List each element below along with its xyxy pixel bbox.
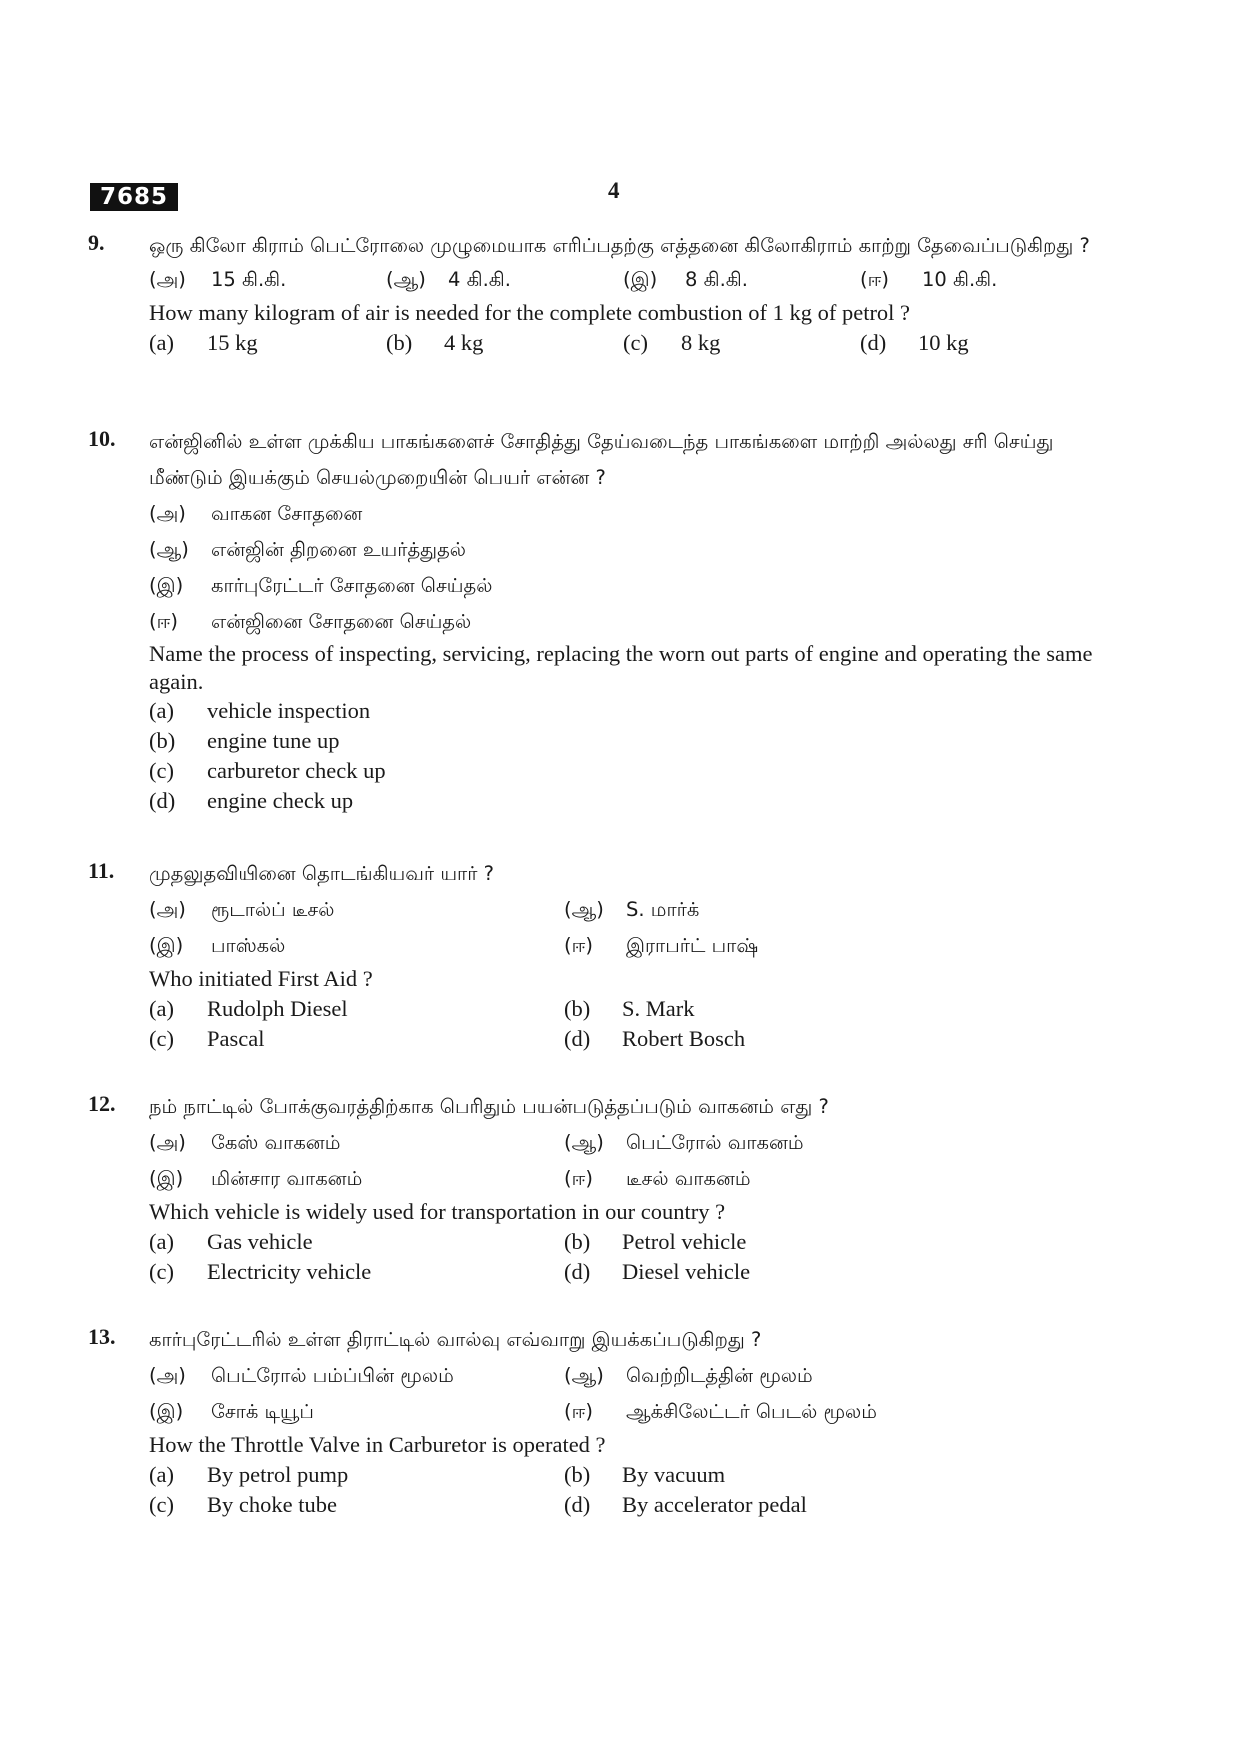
- option: [564, 1161, 979, 1197]
- option-text: By petrol pump: [207, 1462, 349, 1487]
- option: [149, 756, 1108, 786]
- question-text-english: How many kilogram of air is needed for the complete combustion of 1 kg of petrol ?: [149, 300, 911, 325]
- option-label: (ஆ): [564, 1131, 604, 1154]
- option-text: Gas vehicle: [207, 1229, 313, 1254]
- option: [149, 726, 1108, 756]
- option-text: வாகன சோதனை: [211, 502, 363, 525]
- option-text: வெற்றிடத்தின் மூலம்: [626, 1364, 813, 1387]
- option: [149, 1394, 564, 1430]
- option-label: (ஆ): [386, 268, 426, 291]
- option: [149, 604, 1108, 640]
- option-label: (b): [564, 996, 591, 1021]
- option-text: 8 kg: [681, 330, 721, 355]
- option: [386, 262, 623, 298]
- option-text: 4 kg: [444, 330, 484, 355]
- question-text-english: Which vehicle is widely used for transportation in our country ?: [149, 1199, 726, 1224]
- question-9: [88, 228, 1108, 358]
- option-label: (c): [149, 758, 174, 783]
- option-label: (c): [149, 1026, 174, 1051]
- option: [149, 1125, 564, 1161]
- option-label: (இ): [149, 1167, 184, 1190]
- option: [149, 994, 564, 1024]
- option-label: (ஆ): [564, 898, 604, 921]
- option: [564, 1394, 979, 1430]
- option: [149, 328, 386, 358]
- option: [564, 892, 979, 928]
- question-number: 11.: [88, 858, 115, 883]
- option-text: டீசல் வாகனம்: [626, 1167, 751, 1190]
- option-text: 10 kg: [918, 330, 969, 355]
- options-english: [149, 1257, 1108, 1287]
- option-text: 15 கி.கி.: [211, 268, 287, 291]
- option: [149, 496, 1108, 532]
- question-10: [88, 424, 1108, 816]
- option: [564, 1257, 979, 1287]
- options-tamil: [149, 892, 1108, 928]
- option-label: (c): [149, 1492, 174, 1517]
- option-label: (ஈ): [564, 1167, 593, 1190]
- option-label: (அ): [149, 1364, 186, 1387]
- question-text-tamil: முதலுதவியினை தொடங்கியவர் யார் ?: [149, 862, 494, 885]
- options-tamil: [149, 1125, 1108, 1161]
- option: [564, 1227, 979, 1257]
- option-text: engine tune up: [207, 728, 340, 753]
- option: [564, 1358, 979, 1394]
- option-label: (d): [860, 330, 887, 355]
- option: [860, 262, 1097, 298]
- option-label: (அ): [149, 502, 186, 525]
- option-text: சோக் டியூப்: [211, 1400, 314, 1423]
- option: [149, 1024, 564, 1054]
- options-tamil: [149, 1394, 1108, 1430]
- question-13: [88, 1322, 1108, 1520]
- options-tamil: [149, 1358, 1108, 1394]
- option-label: (அ): [149, 268, 186, 291]
- option-label: (இ): [149, 1400, 184, 1423]
- option-text: S. Mark: [622, 996, 695, 1021]
- option-text: பெட்ரோல் பம்ப்பின் மூலம்: [211, 1364, 454, 1387]
- options-tamil: [149, 1161, 1108, 1197]
- option: [386, 328, 623, 358]
- option: [149, 786, 1108, 816]
- option: [860, 328, 1097, 358]
- question-text-english: Name the process of inspecting, servicing, replacing the worn out parts of engine and operating the same again.: [149, 641, 1093, 694]
- option-label: (a): [149, 996, 174, 1021]
- option-label: (ஈ): [149, 610, 178, 633]
- option-label: (c): [623, 330, 648, 355]
- option: [149, 1460, 564, 1490]
- options-english: [149, 1024, 1108, 1054]
- option-label: (ஆ): [564, 1364, 604, 1387]
- options-english: [149, 994, 1108, 1024]
- option-text: பாஸ்கல்: [211, 934, 286, 957]
- page-number: 4: [608, 178, 620, 203]
- question-12: [88, 1089, 1108, 1287]
- question-text-english: Who initiated First Aid ?: [149, 966, 373, 991]
- option-text: carburetor check up: [207, 758, 386, 783]
- option: [564, 1125, 979, 1161]
- options-english: [149, 1227, 1108, 1257]
- option-text: பெட்ரோல் வாகனம்: [626, 1131, 804, 1154]
- option-text: Robert Bosch: [622, 1026, 746, 1051]
- question-text-tamil: நம் நாட்டில் போக்குவரத்திற்காக பெரிதும் பயன்படுத்தப்படும் வாகனம் எது ?: [149, 1095, 829, 1118]
- option-label: (இ): [623, 268, 658, 291]
- option-label: (c): [149, 1259, 174, 1284]
- option: [149, 1161, 564, 1197]
- option-text: Pascal: [207, 1026, 265, 1051]
- options-english: [149, 328, 1108, 358]
- option: [149, 892, 564, 928]
- option-text: கேஸ் வாகனம்: [211, 1131, 341, 1154]
- option-text: Rudolph Diesel: [207, 996, 348, 1021]
- option-text: Electricity vehicle: [207, 1259, 372, 1284]
- option: [564, 928, 979, 964]
- option-text: 10 கி.கி.: [922, 268, 998, 291]
- option-text: ரூடால்ப் டீசல்: [211, 898, 335, 921]
- option: [564, 1460, 979, 1490]
- option-text: மின்சார வாகனம்: [211, 1167, 363, 1190]
- option: [149, 1257, 564, 1287]
- question-11: [88, 856, 1108, 1054]
- option-label: (a): [149, 698, 174, 723]
- option-label: (a): [149, 1229, 174, 1254]
- option: [149, 696, 1108, 726]
- option-text: ஆக்சிலேட்டர் பெடல் மூலம்: [626, 1400, 877, 1423]
- option-text: By choke tube: [207, 1492, 337, 1517]
- option-label: (d): [564, 1026, 591, 1051]
- option-label: (அ): [149, 898, 186, 921]
- option: [623, 262, 860, 298]
- option-text: 4 கி.கி.: [448, 268, 511, 291]
- option-text: vehicle inspection: [207, 698, 371, 723]
- option-text: என்ஜின் திறனை உயர்த்துதல்: [211, 538, 466, 561]
- option-text: engine check up: [207, 788, 354, 813]
- option-label: (b): [564, 1462, 591, 1487]
- option-label: (ஈ): [564, 1400, 593, 1423]
- option-label: (b): [149, 728, 176, 753]
- option-text: 15 kg: [207, 330, 258, 355]
- option-label: (d): [564, 1492, 591, 1517]
- option-label: (b): [386, 330, 413, 355]
- option: [149, 1358, 564, 1394]
- options-english: [149, 1490, 1108, 1520]
- option: [149, 262, 386, 298]
- option-label: (a): [149, 1462, 174, 1487]
- question-text-english: How the Throttle Valve in Carburetor is operated ?: [149, 1432, 606, 1457]
- option-label: (d): [564, 1259, 591, 1284]
- paper-code: 7685: [90, 183, 178, 211]
- option-text: Diesel vehicle: [622, 1259, 751, 1284]
- option: [149, 928, 564, 964]
- question-text-tamil: ஒரு கிலோ கிராம் பெட்ரோலை முழுமையாக எரிப்பதற்கு எத்தனை கிலோகிராம் காற்று தேவைப்படுகிறது ?: [149, 234, 1090, 257]
- option: [149, 1227, 564, 1257]
- option-label: (ஆ): [149, 538, 189, 561]
- option-text: இராபர்ட் பாஷ்: [626, 934, 759, 957]
- option-text: By accelerator pedal: [622, 1492, 807, 1517]
- option-label: (அ): [149, 1131, 186, 1154]
- option: [149, 532, 1108, 568]
- option: [564, 994, 979, 1024]
- question-number: 13.: [88, 1324, 116, 1349]
- option-text: என்ஜினை சோதனை செய்தல்: [211, 610, 472, 633]
- option-text: By vacuum: [622, 1462, 726, 1487]
- options-english: [149, 1460, 1108, 1490]
- option-label: (இ): [149, 934, 184, 957]
- options-tamil: [149, 928, 1108, 964]
- question-number: 12.: [88, 1091, 116, 1116]
- option-text: Petrol vehicle: [622, 1229, 747, 1254]
- question-number: 10.: [88, 426, 116, 451]
- option: [149, 1490, 564, 1520]
- option: [623, 328, 860, 358]
- option-label: (ஈ): [860, 268, 889, 291]
- option: [564, 1024, 979, 1054]
- option-label: (ஈ): [564, 934, 593, 957]
- question-text-tamil: என்ஜினில் உள்ள முக்கிய பாகங்களைச் சோதித்து தேய்வடைந்த பாகங்களை மாற்றி அல்லது சரி செய்து மீண்டும் இயக்கும் செயல்முறையின் பெயர் என்ன ?: [149, 430, 1054, 489]
- option-text: S. மார்க்: [626, 898, 700, 921]
- question-number: 9.: [88, 230, 105, 255]
- option-text: 8 கி.கி.: [685, 268, 748, 291]
- options-tamil: [149, 262, 1108, 298]
- option-label: (இ): [149, 574, 184, 597]
- option: [149, 568, 1108, 604]
- option-label: (a): [149, 330, 174, 355]
- option: [564, 1490, 979, 1520]
- option-text: கார்புரேட்டர் சோதனை செய்தல்: [211, 574, 493, 597]
- option-label: (b): [564, 1229, 591, 1254]
- option-label: (d): [149, 788, 176, 813]
- question-text-tamil: கார்புரேட்டரில் உள்ள திராட்டில் வால்வு எவ்வாறு இயக்கப்படுகிறது ?: [149, 1328, 762, 1351]
